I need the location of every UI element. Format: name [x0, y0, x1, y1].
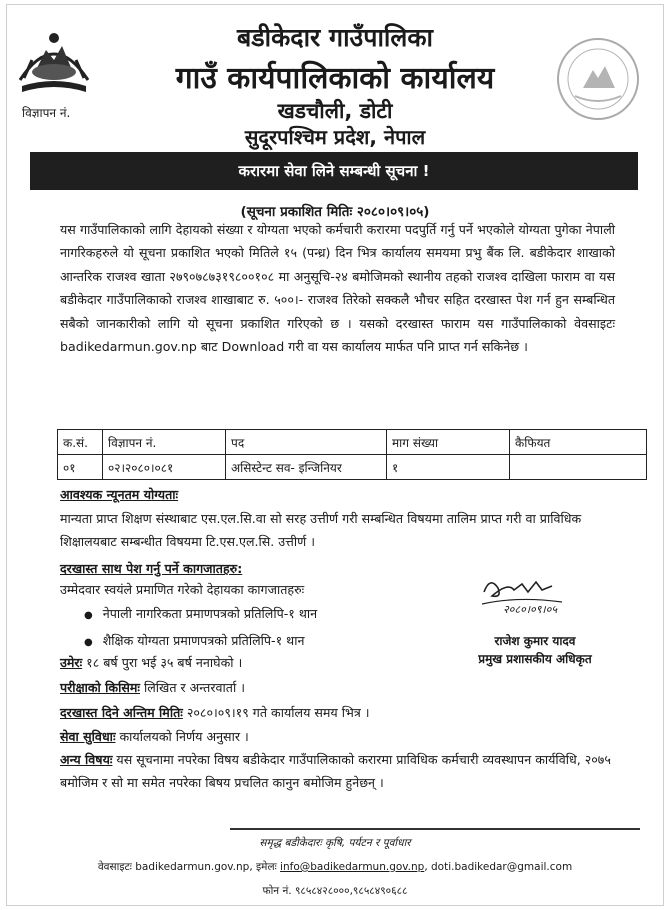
other-text: यस सूचनामा नपरेका विषय बडीकेदार गाउँपालिकाको करारमा प्राविधिक कर्मचारी व्यवस्थापन कार्यविधि, २०७५ बमोजिम र सो मा समेत नपरेका बिषय प्रचलित कानुन बमोजिम हुनेछन् ।: [60, 752, 611, 790]
advertisement-number-label: विज्ञापन नं.: [22, 106, 71, 120]
notice-title-banner: करारमा सेवा लिने सम्बन्धी सूचना !: [30, 152, 638, 190]
table-cell: ०१: [58, 455, 103, 480]
exam-text: लिखित र अन्तरवार्ता ।: [139, 680, 245, 695]
service-facility: [60, 728, 249, 745]
application-deadline: [60, 704, 370, 721]
facility-label: सेवा सुविधाः: [60, 729, 116, 744]
website-link[interactable]: badikedarmun.gov.np: [135, 861, 250, 873]
exam-label: परीक्षाको किसिमः: [60, 680, 140, 695]
province-name: सुदूरपश्चिम प्रदेश, नेपाल: [244, 125, 426, 149]
list-item: ● नेपाली नागरिकता प्रमाणपत्रको प्रतिलिपि-१ थान: [84, 601, 317, 628]
footer-divider: [230, 828, 640, 830]
footer-contact: [0, 860, 670, 874]
facility-text: कार्यालयको निर्णय अनुसार ।: [115, 729, 249, 744]
footer-slogan: समृद्ध बडीकेदारः कृषि, पर्यटन र पूर्वाधार: [259, 837, 411, 849]
other-matters: [60, 748, 620, 794]
deadline-label: दरखास्त दिने अन्तिम मितिः: [60, 705, 183, 720]
email-link[interactable]: info@badikedarmun.gov.np: [280, 861, 425, 873]
notice-body: यस गाउँपालिकाको लागि देहायको संख्या र योग्यता भएको कर्मचारी करारमा पदपुर्ति गर्नु पर्ने भएकोले योग्यता पुगेका नेपाली नागरिकहरुले यो सूचना प्रकाशित भएको मितिले १५ (पन्ध्र) दिन भित्र कार्यालय समयमा प्रभु बैंक लि. बडीकेदार शाखाको आन्तरिक राजश्व खाता २७९०७८७३१९८००१०८ मा अनुसूचि-२४ बमोजिमको स्थानीय तहको राजश्व दाखिला फाराम वा यस बडीकेदार गाउँपालिकाको राजश्व शाखाबाट रु. ५००।- राजश्व तिरेको सक्कलै भौचर सहित दरखास्त पेश गर्न हुन सम्बन्धित सबैको जानकारीको लागि यो सूचना प्रकाशित गरिएको छ । यसको दरखास्त फाराम यस गाउँपालिकाको वेवसाइटः badikedarmun.gov.np बाट Download गरी वा यस कार्यालय मार्फत पनि प्राप्त गर्न सकिनेछ ।: [60, 222, 615, 355]
footer-phone: फोन नं. ९८५८४२८०००,९८५८४९०६८८: [262, 885, 408, 897]
list-item: ● शैक्षिक योग्यता प्रमाणपत्रको प्रतिलिपि-१ थान: [84, 628, 317, 655]
column-header: क.सं.: [58, 430, 103, 455]
signature-date: २०८०।०९।०५: [502, 603, 558, 616]
column-header: कैफियत: [510, 430, 647, 455]
municipality-name: बडीकेदार गाउँपालिका: [236, 23, 434, 52]
age-requirement: [60, 654, 242, 671]
published-date: (सूचना प्रकाशित मितिः २०८०।०९।०५): [240, 204, 430, 220]
qualification-text: मान्यता प्राप्त शिक्षण संस्थाबाट एस.एल.सि.वा सो सरह उत्तीर्ण गरी सम्बन्धित विषयमा तालिम प्राप्त गरी वा प्राविधिक शिक्षालयबाट सम्बन्धीत विषयमा टि.एस.एल.सि. उत्तीर्ण ।: [60, 511, 582, 549]
table-cell: ०२।२०८०।०८१: [103, 455, 226, 480]
column-header: विज्ञापन नं.: [103, 430, 226, 455]
documents-intro: उम्मेदवार स्वयंले प्रमाणित गरेको देहायका कागजातहरुः: [60, 582, 305, 597]
table-row: [58, 455, 647, 480]
other-label: अन्य विषयः: [60, 752, 113, 767]
office-seal-icon: [555, 36, 641, 122]
table-header-row: [58, 430, 647, 455]
documents-list: [84, 601, 317, 655]
exam-type: [60, 679, 245, 696]
signer-title: प्रमुख प्रशासकीय अधिकृत: [478, 652, 592, 666]
office-location: खडचौली, डोटी: [277, 99, 393, 123]
age-text: १८ बर्ष पुरा भई ३५ बर्ष ननाघेको ।: [82, 655, 243, 670]
signer-name: राजेश कुमार यादव: [494, 634, 576, 648]
table-cell: [510, 455, 647, 480]
column-header: माग संख्या: [387, 430, 510, 455]
email-label: , इमेलः: [249, 861, 277, 873]
website-label: वेवसाइटः: [97, 861, 132, 873]
deadline-text: २०८०।०९।१९ गते कार्यालय समय भित्र ।: [182, 705, 370, 720]
office-name: गाउँ कार्यपालिकाको कार्यालय: [175, 61, 495, 96]
documents-heading: दरखास्त साथ पेश गर्नु पर्ने कागजातहरु:: [60, 561, 243, 576]
column-header: पद: [226, 430, 387, 455]
email-link-secondary[interactable]: , doti.badikedar@gmail.com: [424, 861, 573, 873]
vacancy-table: [57, 429, 647, 480]
table-cell: १: [387, 455, 510, 480]
age-label: उमेरः: [60, 655, 83, 670]
table-cell: असिस्टेन्ट सव- इन्जिनियर: [226, 455, 387, 480]
qualification-heading: आवश्यक न्यूनतम योग्यताः: [60, 487, 179, 502]
